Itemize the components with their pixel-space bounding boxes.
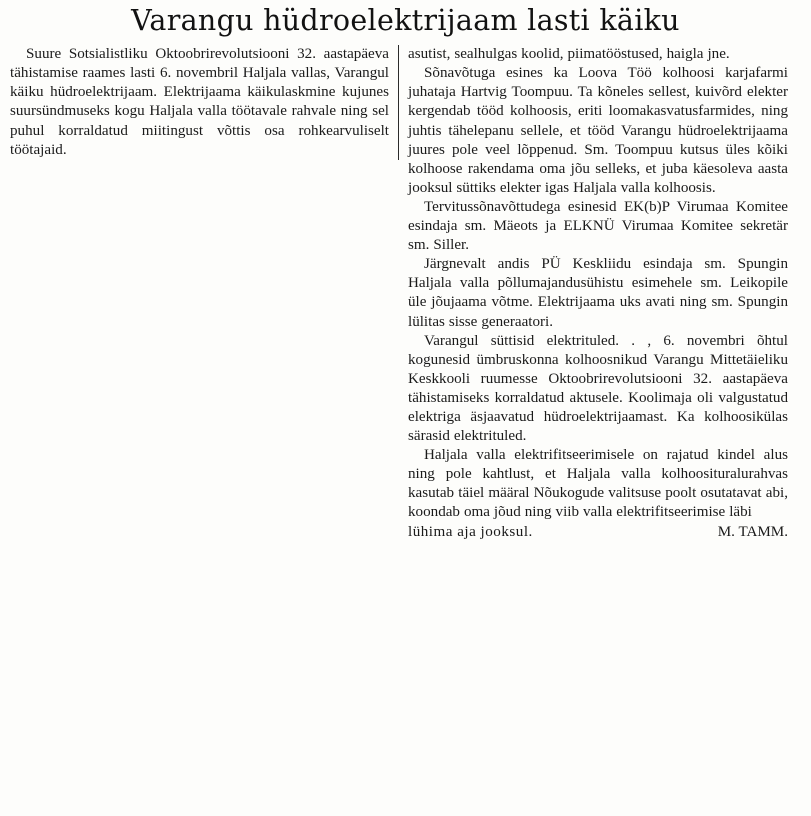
paragraph: asutist, sealhulgas koolid, piimatööstused, haigla jne. bbox=[408, 46, 730, 63]
last-line-text: lühima aja jooksul. bbox=[408, 523, 533, 540]
author-signature: M. TAMM. bbox=[717, 523, 788, 540]
article-column-right bbox=[399, 45, 788, 541]
paragraph: Suure Sotsialistliku Oktoobrirevolutsiooni 32. aastapäeva tähistamise raames lasti 6. novembril Haljala vallas, Varangul käiku hüdroelektrijaam. Elektrijaama käikulaskmine kujunes suursündmuseks kogu Haljala valla töötavale rahvale ning sel puhul korraldatud miitingust võttis osa rohkearvuliselt töötajaid. bbox=[10, 46, 389, 158]
article-last-line bbox=[408, 523, 788, 542]
paragraph: Haljala valla elektrifitseerimisele on rajatud kindel alus ning pole kahtlust, et Haljala valla kolhoosituralurahvas kasutab täiel määral Nõukogude valitsuse poolt osutatavat abi, koondab oma jõud ning viib valla elektrifitseerimise läbi bbox=[408, 447, 788, 521]
paragraph: Varangul süttisid elektrituled. . , 6. novembri õhtul kogunesid ümbruskonna kolhoosnikud Varangu Mittetäieliku Keskkooli ruumesse Oktoobrirevolutsiooni 32. aastapäeva tähistamiseks korraldatud aktusele. Koolimaja oli valgustatud elektriga äsjaavatud hüdroelektrijaamast. Ka kolhoosikülas särasid elektrituled. bbox=[408, 332, 788, 445]
article-column-left bbox=[10, 45, 399, 160]
paragraph: Sõnavõtuga esines ka Loova Töö kolhoosi karjafarmi juhataja Hartvig Toompuu. Ta kõneles sellest, kuivõrd elekter kergendab tööd kolhoosis, eriti loomakasvatusfarmides, ning juhtis tähelepanu sellele, et tööd Varangu hüdroelektrijaama juures pole veel lõppenud. Sm. Toompuu kutsus üles kõiki kolhoose rakendama oma jõu selleks, et juba käesoleva aasta jooksul süttiks elekter igas Haljala valla kolhoosis. bbox=[408, 65, 788, 196]
paragraph: Tervitussõnavõttudega esinesid EK(b)P Virumaa Komitee esindaja sm. Mäeots ja ELKNÜ Virumaa Komitee sekretär sm. Siller. bbox=[408, 198, 788, 254]
page-title: Varangu hüdroelektrijaam lasti käiku bbox=[131, 4, 680, 37]
article-columns bbox=[10, 45, 801, 805]
paragraph: Järgnevalt andis PÜ Keskliidu esindaja sm. Spungin Haljala valla põllumajandusühistu esimehele sm. Leikopile üle jõujaama võtme. Elektrijaama uks avati ning sm. Spungin lülitas sisse generaatori. bbox=[408, 256, 788, 330]
